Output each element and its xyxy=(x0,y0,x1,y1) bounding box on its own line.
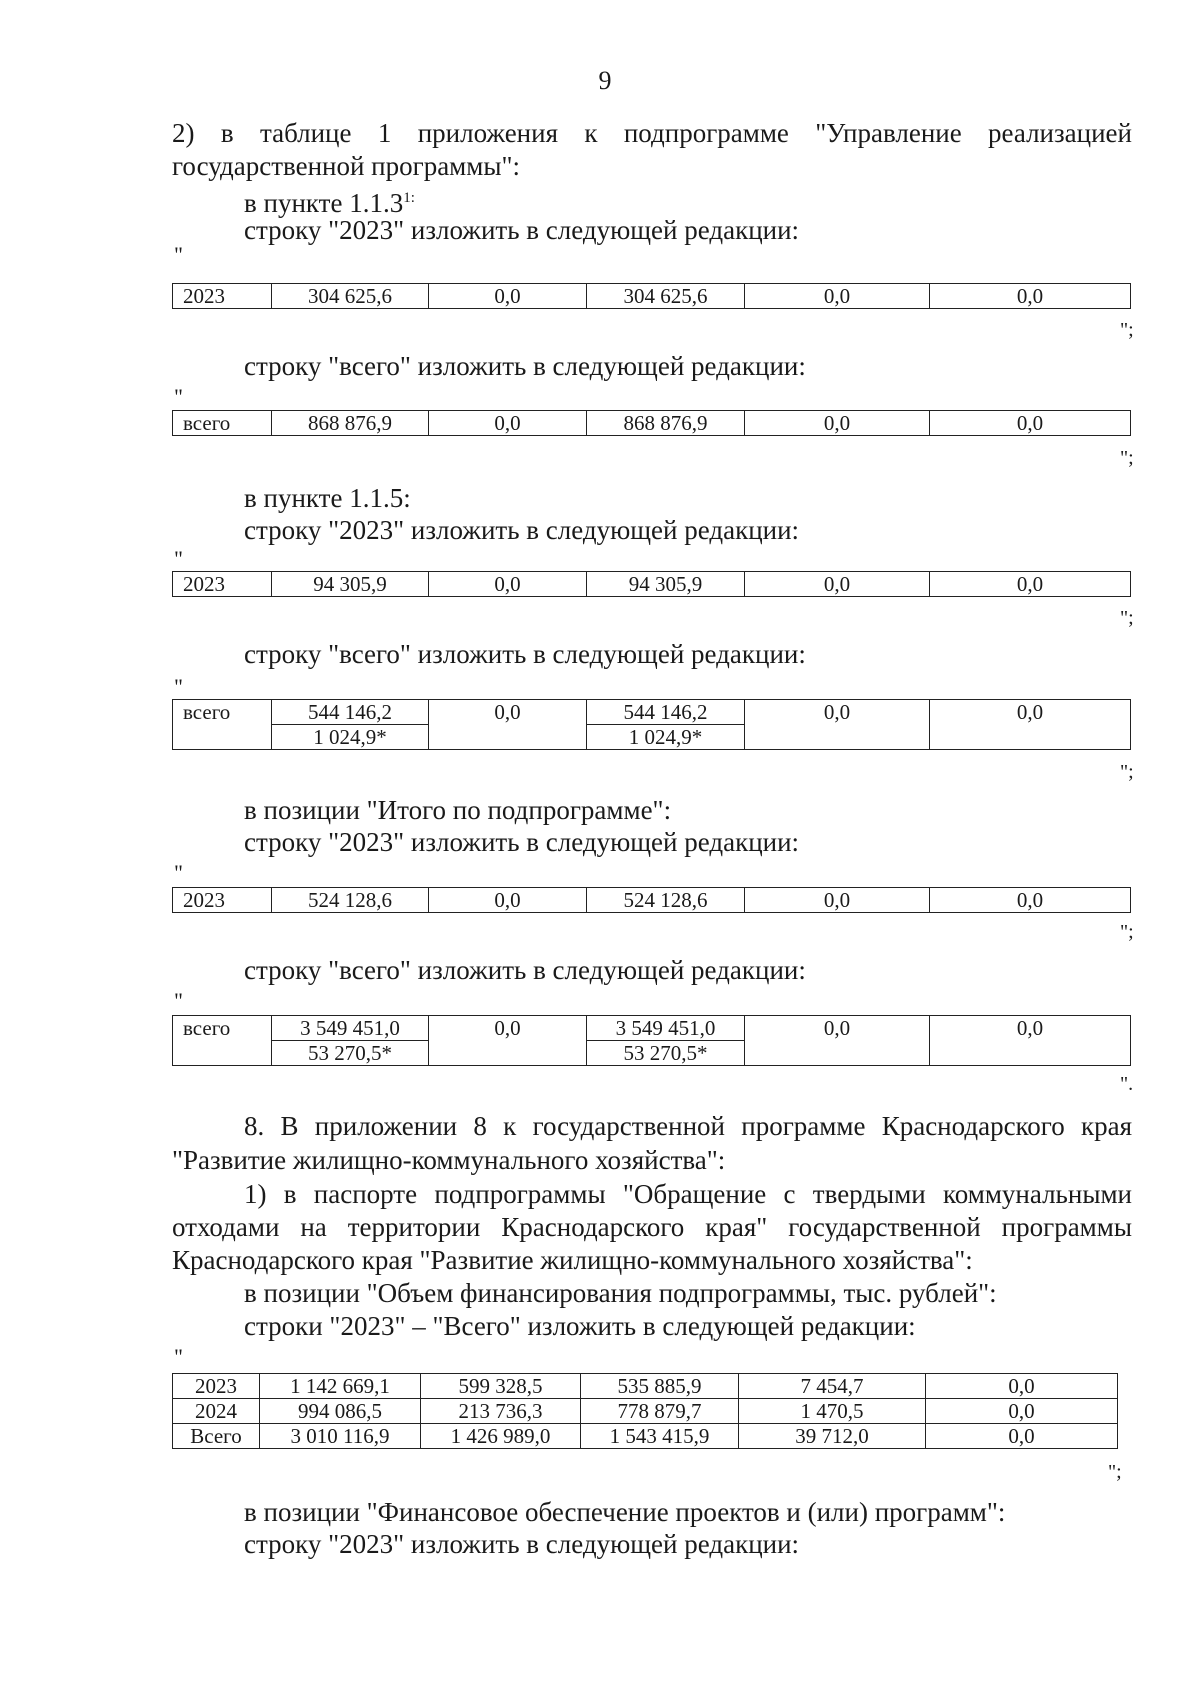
financing-position: в позиции "Объем финансирования подпрограммы, тыс. рублей": xyxy=(244,1278,997,1308)
table-cell: 2023 xyxy=(173,572,272,597)
table-cell: 304 625,6 xyxy=(587,284,745,309)
table-cell: 53 270,5* xyxy=(272,1041,429,1066)
table-cell: 994 086,5 xyxy=(260,1399,421,1424)
table-cell: 524 128,6 xyxy=(587,888,745,913)
itogo-position: в позиции "Итого по подпрограмме": xyxy=(244,795,672,825)
table-row xyxy=(173,700,1131,725)
open-quote: " xyxy=(174,988,183,1013)
table-cell: 0,0 xyxy=(429,1016,587,1066)
open-quote: " xyxy=(174,860,183,885)
table-cell: 1 543 415,9 xyxy=(581,1424,739,1449)
table-cell: 1 470,5 xyxy=(739,1399,926,1424)
table-cell: 868 876,9 xyxy=(272,411,429,436)
table-cell: 599 328,5 xyxy=(421,1374,581,1399)
open-quote: " xyxy=(174,384,183,409)
table-cell: 868 876,9 xyxy=(587,411,745,436)
table-cell: 2023 xyxy=(173,888,272,913)
table-cell: 3 549 451,0 xyxy=(272,1016,429,1041)
section8-sub1-line-1: 1) в паспорте подпрограммы "Обращение с твердыми коммунальными xyxy=(244,1179,1132,1209)
table-row xyxy=(173,888,1131,913)
table-115-2023 xyxy=(172,571,1131,597)
table-row xyxy=(173,1424,1118,1449)
table-cell: 0,0 xyxy=(745,284,930,309)
table-cell: 94 305,9 xyxy=(587,572,745,597)
table-cell: 0,0 xyxy=(926,1374,1118,1399)
table-row xyxy=(173,411,1131,436)
open-quote: " xyxy=(174,1344,183,1369)
rows-instruction: строки "2023" – "Всего" изложить в следующей редакции: xyxy=(244,1311,916,1341)
open-quote: " xyxy=(174,546,183,571)
table-cell: 1 024,9* xyxy=(272,725,429,750)
table-cell: 778 879,7 xyxy=(581,1399,739,1424)
table-cell: 0,0 xyxy=(429,888,587,913)
open-quote: " xyxy=(174,242,183,267)
section8-para-line-2: "Развитие жилищно-коммунального хозяйства": xyxy=(172,1145,726,1175)
intro-line-1: 2) в таблице 1 приложения к подпрограмме "Управление реализацией xyxy=(172,118,1132,148)
close-quote: "; xyxy=(1120,319,1134,341)
table-cell: Всего xyxy=(173,1424,260,1449)
table-cell: 544 146,2 xyxy=(272,700,429,725)
table-cell: 0,0 xyxy=(745,411,930,436)
table-row xyxy=(173,1399,1118,1424)
table-cell: 94 305,9 xyxy=(272,572,429,597)
table-cell: 1 024,9* xyxy=(587,725,745,750)
row-2023-instruction: строку "2023" изложить в следующей редакции: xyxy=(244,215,800,245)
table-cell: 304 625,6 xyxy=(272,284,429,309)
table-cell: 2023 xyxy=(173,284,272,309)
table-cell: 2023 xyxy=(173,1374,260,1399)
table-cell: 0,0 xyxy=(930,572,1131,597)
finance-table xyxy=(172,1373,1118,1449)
table-cell: 0,0 xyxy=(429,411,587,436)
table-cell: всего xyxy=(173,700,272,750)
table-cell: 0,0 xyxy=(930,888,1131,913)
table-115-vsego xyxy=(172,699,1131,750)
projects-position: в позиции "Финансовое обеспечение проектов и (или) программ": xyxy=(244,1497,1006,1527)
item-113-text: в пункте 1.1.3 xyxy=(244,188,404,218)
close-quote: "; xyxy=(1120,447,1134,469)
table-cell: 0,0 xyxy=(930,1016,1131,1066)
table-cell: 213 736,3 xyxy=(421,1399,581,1424)
item-113-superscript: 1: xyxy=(403,190,415,206)
table-itogo-vsego xyxy=(172,1015,1131,1066)
close-quote: "; xyxy=(1120,607,1134,629)
table-cell: 524 128,6 xyxy=(272,888,429,913)
table-cell: всего xyxy=(173,1016,272,1066)
close-quote: "; xyxy=(1120,921,1134,943)
table-itogo-2023 xyxy=(172,887,1131,913)
table-cell: 0,0 xyxy=(930,700,1131,750)
vsego-instruction: строку "всего" изложить в следующей редакции: xyxy=(244,351,806,381)
table-cell: 544 146,2 xyxy=(587,700,745,725)
table-cell: 0,0 xyxy=(745,572,930,597)
table-cell: 0,0 xyxy=(926,1424,1118,1449)
table-cell: 0,0 xyxy=(745,1016,930,1066)
table-cell: 0,0 xyxy=(930,284,1131,309)
vsego-instruction: строку "всего" изложить в следующей редакции: xyxy=(244,955,806,985)
section8-sub1-line-3: Краснодарского края "Развитие жилищно-коммунального хозяйства": xyxy=(172,1245,973,1275)
table-cell: 3 010 116,9 xyxy=(260,1424,421,1449)
section8-sub1-line-2: отходами на территории Краснодарского края" государственной программы xyxy=(172,1212,1132,1242)
table-cell: 0,0 xyxy=(930,411,1131,436)
table-cell: 535 885,9 xyxy=(581,1374,739,1399)
open-quote: " xyxy=(174,674,183,699)
table-cell: 0,0 xyxy=(745,888,930,913)
table-row xyxy=(173,572,1131,597)
table-cell: 39 712,0 xyxy=(739,1424,926,1449)
table-row xyxy=(173,1374,1118,1399)
table-cell: 1 426 989,0 xyxy=(421,1424,581,1449)
table-cell: 2024 xyxy=(173,1399,260,1424)
table-113-vsego xyxy=(172,410,1131,436)
close-quote: "; xyxy=(1120,761,1134,783)
row-2023-instruction: строку "2023" изложить в следующей редакции: xyxy=(244,1529,800,1559)
vsego-instruction: строку "всего" изложить в следующей редакции: xyxy=(244,639,806,669)
table-113-2023 xyxy=(172,283,1131,309)
table-cell: всего xyxy=(173,411,272,436)
table-cell: 53 270,5* xyxy=(587,1041,745,1066)
table-cell: 0,0 xyxy=(429,284,587,309)
row-2023-instruction: строку "2023" изложить в следующей редакции: xyxy=(244,515,800,545)
row-2023-instruction: строку "2023" изложить в следующей редакции: xyxy=(244,827,800,857)
intro-line-2: государственной программы": xyxy=(172,151,521,181)
close-quote: ". xyxy=(1120,1073,1134,1095)
table-cell: 0,0 xyxy=(429,700,587,750)
table-cell: 0,0 xyxy=(745,700,930,750)
close-quote: "; xyxy=(1108,1461,1122,1483)
table-row xyxy=(173,284,1131,309)
table-row xyxy=(173,1016,1131,1041)
item-115-heading: в пункте 1.1.5: xyxy=(244,483,411,513)
table-cell: 0,0 xyxy=(926,1399,1118,1424)
table-cell: 1 142 669,1 xyxy=(260,1374,421,1399)
page-number: 9 xyxy=(598,66,612,95)
table-cell: 0,0 xyxy=(429,572,587,597)
table-cell: 7 454,7 xyxy=(739,1374,926,1399)
table-cell: 3 549 451,0 xyxy=(587,1016,745,1041)
section8-para-line-1: 8. В приложении 8 к государственной программе Краснодарского края xyxy=(244,1111,1132,1141)
